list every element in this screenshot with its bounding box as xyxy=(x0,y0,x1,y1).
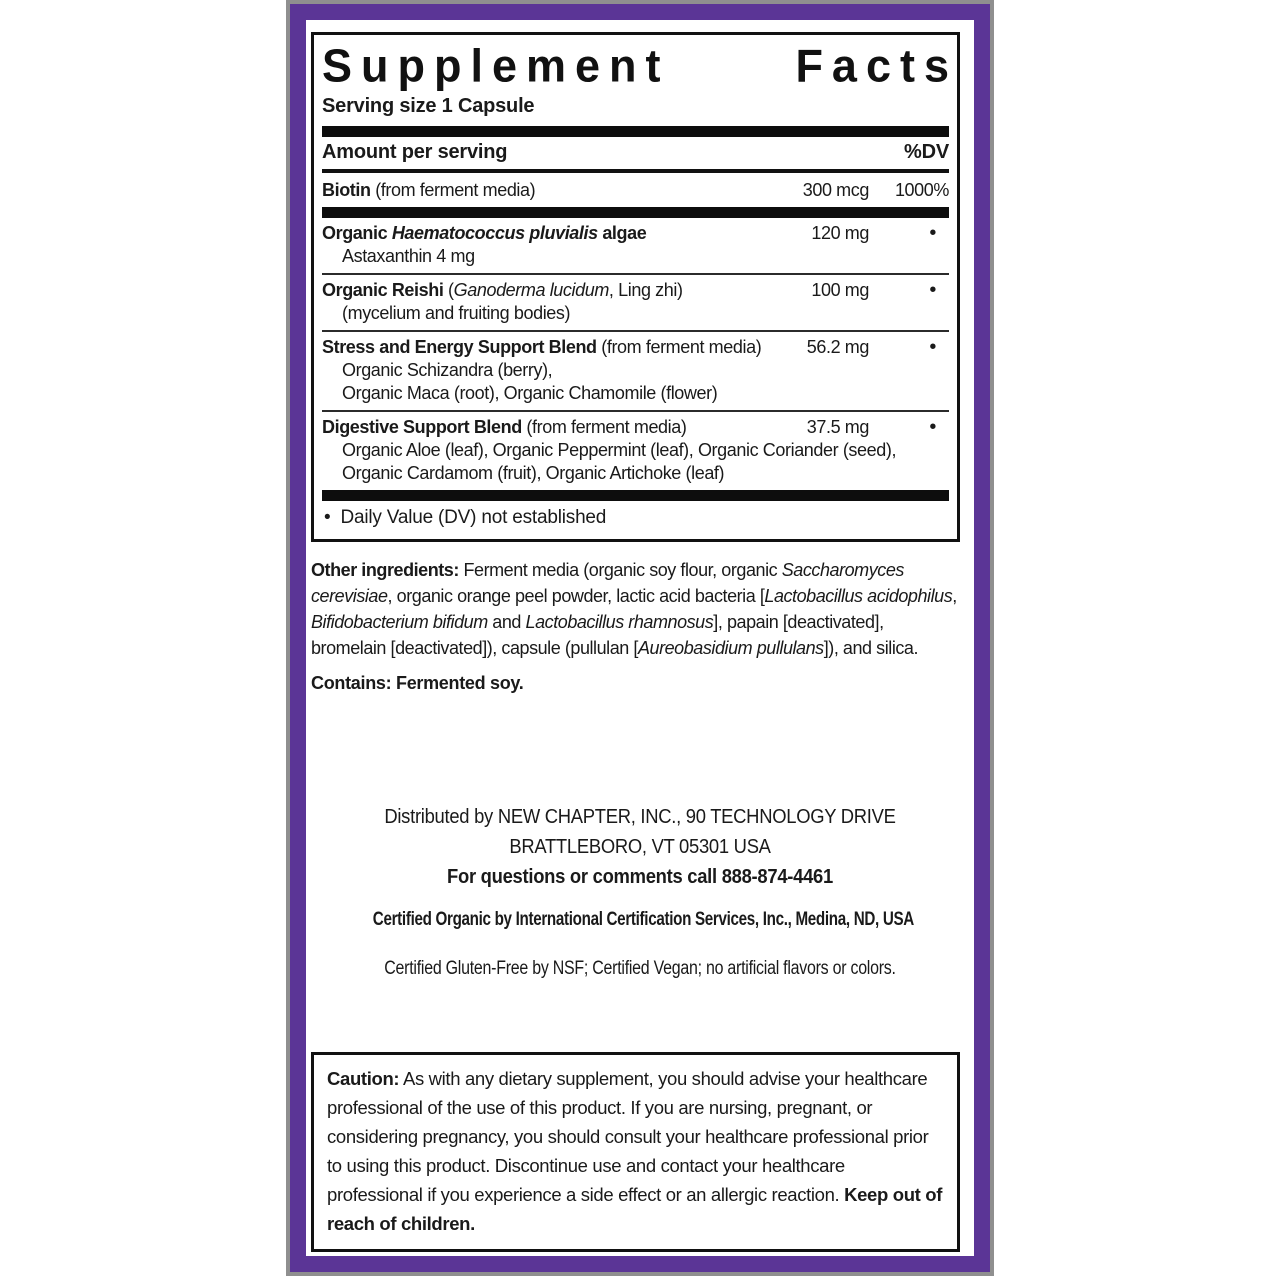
dv-header-label: %DV xyxy=(904,141,949,163)
panel-title-word-2: Facts xyxy=(795,39,958,92)
ingredient-name: Organic Reishi (Ganoderma lucidum, Ling zhi) xyxy=(322,280,683,300)
ingredient-main-line xyxy=(322,222,949,245)
ingredient-name-note: (from ferment media) xyxy=(521,417,687,437)
ingredient-name xyxy=(322,416,779,439)
ingredient-name-bold: Stress and Energy Support Blend xyxy=(322,337,597,357)
ingredient-name-bold: Digestive Support Blend xyxy=(322,417,522,437)
caution-label: Caution: xyxy=(327,1068,400,1089)
ingredient-main-line xyxy=(322,336,949,359)
certification-gluten-free-vegan: Certified Gluten-Free by NSF; Certified Vegan; no artificial flavors or colors. xyxy=(384,958,896,979)
ingredient-name-bold: Biotin xyxy=(322,180,371,200)
ingredient-row-stress-blend xyxy=(322,332,949,410)
supplement-facts-panel xyxy=(311,32,960,542)
amount-value: 37.5 mg xyxy=(806,417,869,437)
ingredient-name-bold: algae xyxy=(597,223,647,243)
dv-value: • xyxy=(929,416,936,438)
distributor-block xyxy=(306,802,974,980)
certification-organic: Certified Organic by International Certification Services, Inc., Medina, ND, USA xyxy=(372,909,914,930)
ingredient-row-biotin xyxy=(322,175,949,207)
distributor-line-1: Distributed by NEW CHAPTER, INC., 90 TECHNOLOGY DRIVE xyxy=(384,806,896,828)
amount-value: 120 mg xyxy=(811,223,869,243)
divider-thick-bar xyxy=(322,126,949,137)
distributor-line-2: BRATTLEBORO, VT 05301 USA xyxy=(509,836,771,858)
ingredient-main-line xyxy=(322,416,949,439)
dv-value: 1000% xyxy=(894,180,949,200)
caution-text: As with any dietary supplement, you should advise your healthcare professional of the use of this product. If you are nursing, pregnant, or considering pregnancy, you should consult your healthcare professional prior to using this product. Discontinue use and contact your healthcare professional if you experience a side effect or an allergic reaction. xyxy=(327,1068,929,1205)
ingredient-name-bold: Organic xyxy=(322,223,392,243)
panel-title xyxy=(322,38,958,92)
dv-value: • xyxy=(929,336,936,358)
other-ingredients-label: Other ingredients: xyxy=(311,560,459,580)
footnote-bullet: • xyxy=(324,507,331,528)
ingredient-name-note: (from ferment media) xyxy=(370,180,536,200)
sub-ingredient-line: Organic Maca (root), Organic Chamomile (flower) xyxy=(342,383,718,403)
dv-value: • xyxy=(929,279,936,301)
ingredient-name-latin: Haematococcus pluvialis xyxy=(391,223,598,243)
ingredient-main-line xyxy=(322,179,949,202)
caution-bold-end: Keep out of reach of children. xyxy=(327,1184,943,1234)
footnote-text: Daily Value (DV) not established xyxy=(340,507,607,528)
sub-ingredient-line: (mycelium and fruiting bodies) xyxy=(342,303,571,323)
contains-statement: Contains: Fermented soy. xyxy=(311,673,524,693)
sub-ingredient-line: Organic Schizandra (berry), xyxy=(342,360,553,380)
panel-title-word-1: Supplement xyxy=(322,39,670,92)
ingredient-main-line xyxy=(322,279,949,302)
amount-value: 100 mg xyxy=(811,280,869,300)
ingredient-name-latin: Ganoderma lucidum xyxy=(453,280,609,300)
ingredient-name xyxy=(322,222,779,245)
ingredient-name-note: (from ferment media) xyxy=(596,337,762,357)
label-content xyxy=(290,4,990,1272)
ingredient-name-bold: Organic Reishi xyxy=(322,280,444,300)
amount-per-serving-label: Amount per serving xyxy=(322,141,508,163)
divider-thick-bar xyxy=(322,207,949,218)
ingredient-row-algae xyxy=(322,218,949,273)
ingredient-row-reishi xyxy=(322,275,949,330)
sub-ingredient-line: Organic Aloe (leaf), Organic Peppermint (leaf), Organic Coriander (seed), xyxy=(342,440,897,460)
sub-ingredient-line: Organic Cardamom (fruit), Organic Artichoke (leaf) xyxy=(342,463,725,483)
dv-footnote xyxy=(322,501,949,533)
amount-header-row xyxy=(322,137,949,167)
divider-thick-bar xyxy=(322,490,949,501)
label-frame xyxy=(286,0,994,1276)
phone-line: For questions or comments call 888-874-4461 xyxy=(447,866,833,888)
ingredient-name xyxy=(322,336,779,359)
amount-value: 56.2 mg xyxy=(806,337,869,357)
other-ingredients: Other ingredients: Ferment media (organic soy flour, organic Saccharomyces cerevisiae, organic orange peel powder, lactic acid bacteria [Lactobacillus acidophilus, Bifidobacterium bifidum and Lactobacillus rhamnosus], papain [deactivated], bromelain [deactivated]), capsule (pullulan [Aureobasidium pullulans]), and silica. xyxy=(311,560,957,658)
sub-ingredient-line: Astaxanthin 4 mg xyxy=(342,246,475,266)
divider-medium-rule xyxy=(322,169,949,173)
amount-value: 300 mcg xyxy=(802,180,869,200)
ingredient-row-digestive-blend xyxy=(322,412,949,490)
serving-size: Serving size 1 Capsule xyxy=(322,95,535,117)
ingredient-name xyxy=(322,179,779,202)
caution-box xyxy=(311,1052,960,1252)
dv-value: • xyxy=(929,222,936,244)
